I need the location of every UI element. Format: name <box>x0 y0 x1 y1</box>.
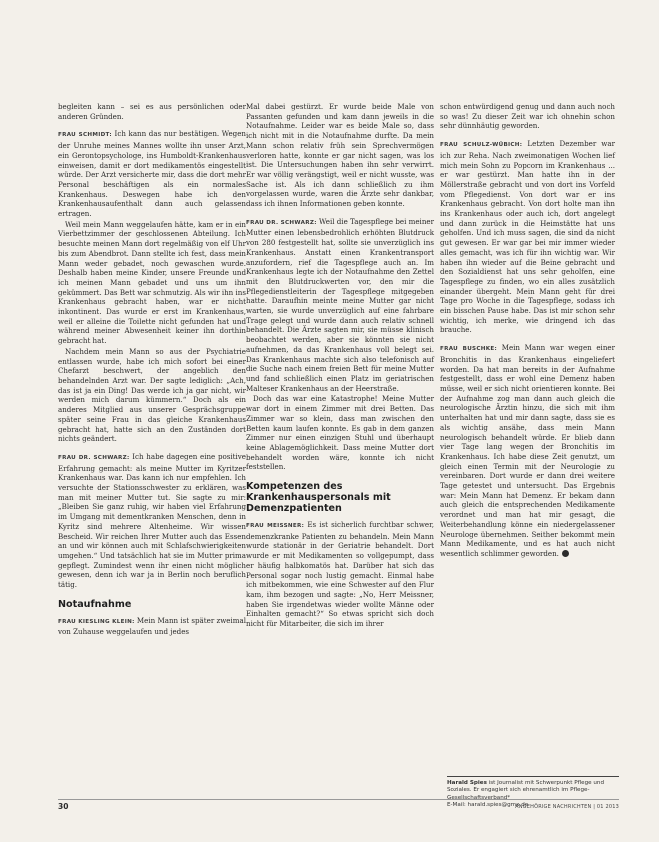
paragraph-text: Mein Mann ist später zweimal von Zuhause weggelaufen und jedes <box>58 615 246 637</box>
paragraph-text: Es ist sicherlich furchtbar schwer, demenzkranke Patienten zu behandeln. Mein Mann wurde stationär in der Geriatrie behandelt. Dort wurde er mit Medikamenten so vollgepumpt, dass er häufig halbkomatös hat. Darüber hat sich das Personal sogar noch lustig gemacht. Einmal habe ich mitbekommen, wie eine Schwester auf den Flur kam, ihm bezogen und sagte: „No, Herr Meissner, haben Sie irgendetwas wieder wollte Männe oder Einhalten gemacht?“ So etwas spricht sich doch nicht für Mitarbeiter, die sich im ihrer <box>246 520 434 629</box>
paragraph-text: Letzten Dezember war ich zur Reha. Nach zweimonatigen Wochen lief mich mein Sohn zu Popcorn im Krankenhaus ... er war gestürzt. Man hatte ihn in der Möllerstraße gebracht und von dort ins Vorfeld vom Pflegedienst. Von dort war er ins Krankenhaus gebracht. Von dort holte man ihn ins Krankenhaus oder auch ich, dort angelegt und dann zurück in die Heimstätte hat uns geholfen. Und ich muss sagen, die sind da nicht gut gewesen. Er war gar bei mir immer wieder alles gemacht, was ich für ihn wichtig war. Wir haben ihn wieder auf die Beine gebracht und den Sozialdienst hat uns sehr geholfen, eine Tagespflege zu finden, wo ein alles zusätzlich einander übergeht. Mein Mann geht für drei Tage pro Woche in die Tagespflege, sodass ich ein bisschen Pause habe. Das ist mir schon sehr wichtig, ich merke, wie dringend ich das brauche. <box>440 139 615 335</box>
speaker-label: FRAU SCHMIDT: <box>58 132 112 139</box>
speaker-label: FRAU BUSCHKE: <box>440 346 498 353</box>
speaker-label: FRAU KIESLING KLEIN: <box>58 618 135 625</box>
author-email: E-Mail: harald.spies@gmx.de <box>447 802 529 809</box>
paragraph <box>58 616 246 637</box>
speaker-label: FRAU MEISSNER: <box>246 523 305 530</box>
author-name: Harald Spies <box>447 780 487 786</box>
journal-footer: ANGEHÖRIGE NACHRICHTEN | 01 2013 <box>515 804 619 810</box>
paragraph <box>58 129 246 218</box>
paragraph <box>246 520 434 629</box>
paragraph: begleiten kann – sei es aus persönlichen oder anderen Gründen. <box>58 102 246 121</box>
author-bio: ist Journalist mit Schwerpunkt Pflege und Soziales. Er engagiert sich ehrenamtlich im Pflege-Gesellschaftsverband* <box>447 780 605 801</box>
section-heading: Kompetenzen des Krankenhauspersonals mit Demenzpatienten <box>246 481 391 515</box>
speaker-label: FRAU DR. SCHWARZ: <box>246 219 317 226</box>
speaker-label: FRAU DR. SCHWARZ: <box>58 454 130 461</box>
paragraph-text: Weil die Tagespflege bei meiner Mutter einen lebensbedrohlich erhöhten Blutdruck von 280 festgestellt hat, sollte sie unverzüglich ins Krankenhaus. Anstatt einen Krankentransport anzufordern, rief die Tagespflege auch an. Im Krankenhaus legte ich der Notaufnahme den Zettel mit den Blutdruckwerten vor, den mir die Pflegedienstleiterin der Tagespflege mitgegeben hatte. Daraufhin meinte meine Mutter gar nicht warten, sie wurde unverzüglich auf eine fahrbare Trage gelegt und wurde dann auch relativ schnell behandelt. Die Ärzte sagten mir, sie müsse klinisch beobachtet werden, aber sie könnten sie nicht aufnehmen, da das Krankenhaus voll belegt sei. Das Krankenhaus machte sich also telefonisch auf die Suche nach einem freien Bett für meine Mutter und fand schließlich einen Platz im geriatrischen Malteser Krankenhaus an der Heerstraße. <box>246 216 434 393</box>
paragraph <box>440 343 615 558</box>
paragraph-text: Ich habe dagegen eine positive Erfahrung gemacht: als meine Mutter im Kyritzer Krankenhaus war. Das kann ich nur empfehlen. Ich versuchte der Stationsschwester zu erklären, was man mit meiner Mutter tut. Sie sagte zu mir: „Bleiben Sie ganz ruhig, wir haben viel Erfahrung im Umgang mit dementkranken Menschen, denn in Kyritz sind mehrere Altenheime. Wir wissen Bescheid. Wir reichen Ihrer Mutter auch das Essen an und wir können auch mit Schlafschwierigkeiten umgehen.“ Und tatsächlich hat sie im Mutter prima gepflegt. Zumindest wenn ihr einen nicht möglich gewesen, denn ich war ja in Berlin noch beruflich tätig. <box>58 451 246 590</box>
paragraph <box>440 139 615 335</box>
speaker-label: FRAU SCHULZ-WÜBICH: <box>440 142 523 149</box>
text-column-3 <box>440 102 615 560</box>
page-number: 30 <box>58 802 69 811</box>
paragraph: Mal dabei gestürzt. Er wurde beide Male von Passanten gefunden und kam dann jeweils in die Notaufnahme. Leider war es beide Male so, dass ich nicht mit in die Notaufnahme durfte. Da mein Mann schon relativ früh sein Sprechvermögen verloren hatte, konnte er gar nicht sagen, was los ist. Die Untersuchungen haben ihn sehr verwirrt. Er war völlig verängstigt, weil er nicht wusste, was Sache ist. Als ich dann schließlich zu ihm vorgelassen wurde, waren die Ärzte sehr dankbar, dass ich ihnen Informationen geben konnte. <box>246 102 434 209</box>
section-heading: Notaufnahme <box>58 598 132 610</box>
paragraph-text: Ich kann das nur bestätigen. Wegen der Unruhe meines Mannes wollte ihn unser Arzt, ein Gerontopsychologe, ins Humboldt-Krankenhaus einweisen, damit er dort medikamentös eingestellt würde. Der Arzt versicherte mir, dass die dort mehr Personal beschäftigen als ein normales Krankenhaus. Deswegen habe ich den Krankenhausaufenthalt dann auch gelassen ertragen. <box>58 129 246 219</box>
paragraph <box>58 452 246 590</box>
text-column-2 <box>246 102 434 630</box>
paragraph: Nachdem mein Mann so aus der Psychiatrie entlassen wurde, habe ich mich sofort bei einer Chefarzt beschwert, der angeblich den behandelnden Arzt war. Der sagte lediglich: „Ach, das ist ja ein Ding! Das werde ich ja gar nicht, wir werden mich darum kümmern.“ Doch als ein anderes Mitglied aus unserer Gesprächsgruppe später seine Frau in das gleiche Krankenhaus gebracht hat, hatte sich an den Zuständen dort nichts geändert. <box>58 346 246 444</box>
paragraph: Doch das war eine Katastrophe! Meine Mutter war dort in einem Zimmer mit drei Betten. Das Zimmer war so klein, dass man zwischen den Betten kaum laufen konnte. Es gab in dem ganzen Zimmer nur einen einzigen Stuhl und überhaupt keine Ablagemöglichkeit. Dass meine Mutter dort behandelt worden wäre, konnte ich nicht feststellen. <box>246 394 434 472</box>
paragraph: schon entwürdigend genug und dann auch noch so was! Zu dieser Zeit war ich ohnehin schon sehr dünnhäutig geworden. <box>440 102 615 131</box>
paragraph: Weil mein Mann weggelaufen hätte, kam er in ein Vierbettzimmer der geschlossenen Abteilung. Ich besuchte meinen Mann dort regelmäßig von elf Uhr bis zum Abendbrot. Dann stellte ich fest, dass mein Mann weder gebadet, noch gewaschen wurde. Deshalb haben meine Kinder, unsere Freunde und ich meinen Mann gebadet und uns um ihn gekümmert. Das Bett war schmutzig. Als wir ihn ins Krankenhaus gebracht haben, war er nicht inkontinent. Das wurde er erst im Krankenhaus, weil er alleine die Toilette nicht gefunden hat und während meiner Abwesenheit keiner ihn dorthin gebracht hat. <box>58 219 246 346</box>
end-of-article-icon <box>562 550 569 557</box>
footer-divider <box>58 799 619 800</box>
paragraph-text: Mein Mann war wegen einer Bronchitis in das Krankenhaus eingeliefert worden. Da hat man bereits in der Aufnahme festgestellt, dass er wohl eine Demenz haben müsse, weil er sich nicht orientieren konnte. Bei der Aufnahme zog man dann auch gleich die neurologische Ärztin hinzu, die sich mit ihm unterhalten hat und mir dann sagte, dass sie es als wichtig ansähe, dass mein Mann neurologisch behandelt würde. Er blieb dann vier Tage lang wegen der Bronchitis im Krankenhaus. Ich habe diese Zeit genutzt, um gleich einen Termin mit der Neurologie zu vereinbaren. Dort wurde er dann drei weitere Tage getestet und untersucht. Das Ergebnis war: Mein Mann hat Demenz. Er bekam dann auch gleich die entsprechenden Medikamente verordnet und man hat mir gesagt, die Weiterbehandlung könne ein niedergelassener Neurologe übernehmen. Seither bekommt mein Mann Medikamente, und es hat auch nicht wesentlich schlimmer geworden. <box>440 343 615 558</box>
text-column-1 <box>58 102 246 638</box>
paragraph <box>246 217 434 394</box>
